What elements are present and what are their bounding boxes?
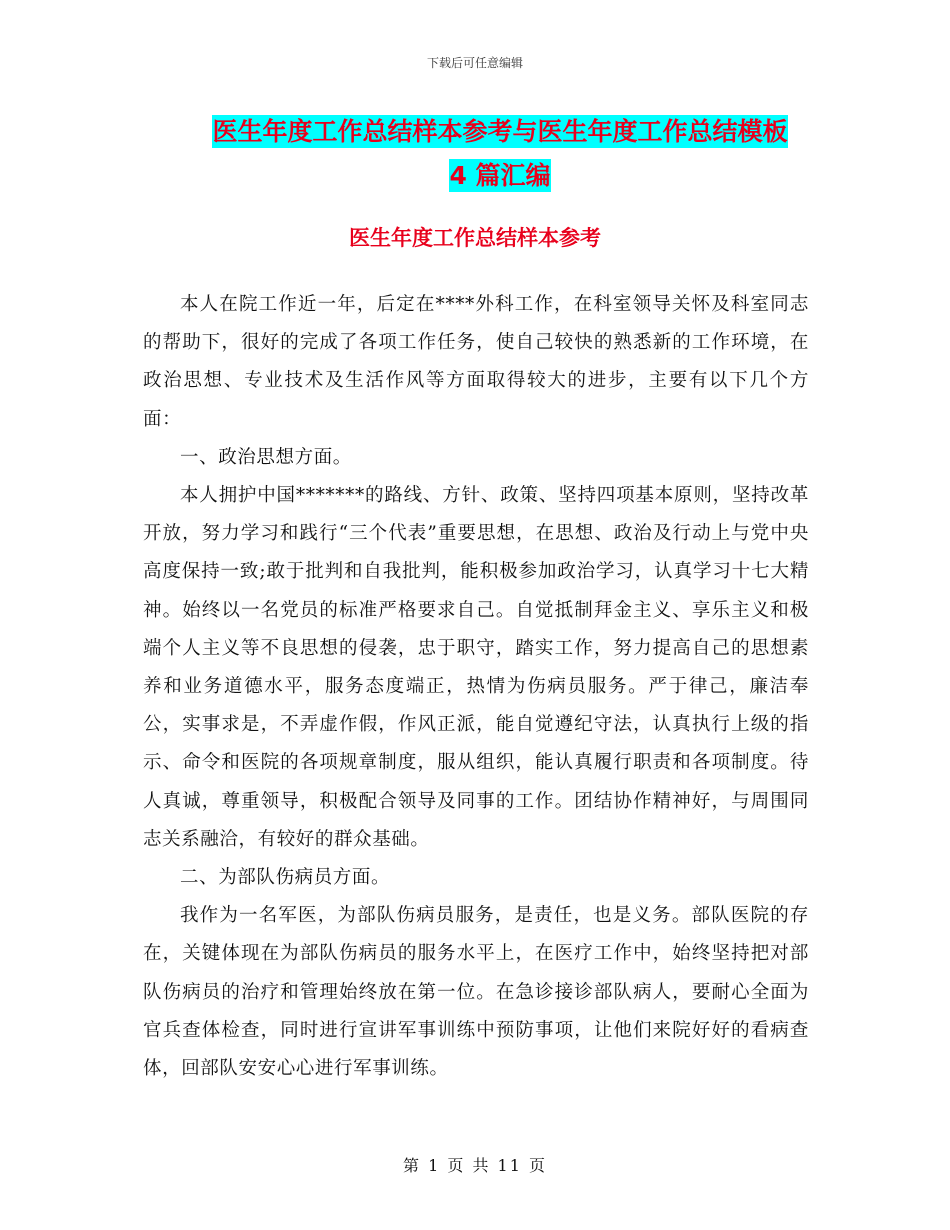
document-title-line-1: 医生年度工作总结样本参考与医生年度工作总结模板 [212,117,788,146]
paragraph-service-to-troops: 我作为一名军医，为部队伤病员服务，是责任，也是义务。部队医院的存在，关键体现在为部队伤病员的服务水平上，在医疗工作中，始终坚持把对部队伤病员的治疗和管理始终放在第一位。在急诊接诊部队病人，要耐心全面为官兵查体检查，同时进行宣讲军事训练中预防事项，让他们来院好好的看病查体，回部队安安心心进行军事训练。 [143,905,809,1080]
document-title-line-2: 4 篇汇编 [449,161,551,190]
heading-political-thought: 一、政治思想方面。 [180,446,352,468]
document-title [150,110,850,198]
paragraph-political-thought: 本人拥护中国*******的路线、方针、政策、坚持四项基本原则，坚持改革开放，努力学习和践行“三个代表”重要思想，在思想、政治及行动上与党中央高度保持一致;敢于批判和自我批判，能积极参加政治学习，认真学习十七大精神。始终以一名党员的标准严格要求自己。自觉抵制拜金主义、享乐主义和极端个人主义等不良思想的侵袭，忠于职守，踏实工作，努力提高自己的思想素养和业务道德水平，服务态度端正，热情为伤病员服务。严于律己，廉洁奉公，实事求是，不弄虚作假，作风正派，能自觉遵纪守法，认真执行上级的指示、命令和医院的各项规章制度，服从组织，能认真履行职责和各项制度。待人真诚，尊重领导，积极配合领导及同事的工作。团结协作精神好，与周围同志关系融洽，有较好的群众基础。 [143,485,809,850]
paragraph-intro: 本人在院工作近一年，后定在****外科工作，在科室领导关怀及科室同志的帮助下，很好的完成了各项工作任务，使自己较快的熟悉新的工作环境，在政治思想、专业技术及生活作风等方面取得较大的进步，主要有以下几个方面： [143,294,809,430]
section-title: 医生年度工作总结样本参考 [349,226,601,250]
page-footer: 第 1 页 共 11 页 [403,1156,547,1175]
document-body [143,286,809,1088]
header-note: 下载后可任意编辑 [426,56,523,70]
heading-service-to-troops: 二、为部队伤病员方面。 [180,867,391,889]
